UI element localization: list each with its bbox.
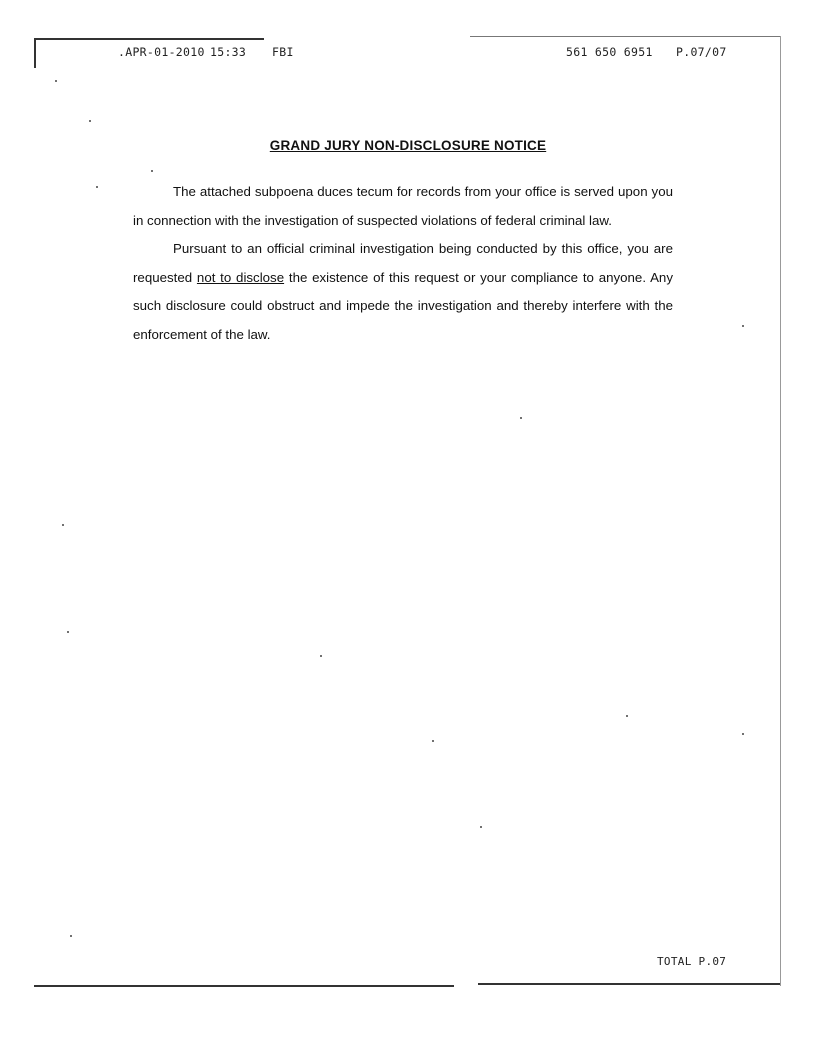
paragraph-1: The attached subpoena duces tecum for records from your office is served upon you in connection with the investigation of suspected violations of federal criminal law.: [133, 184, 673, 228]
fax-edge-top-left: [34, 38, 264, 40]
scan-speck: [62, 524, 64, 526]
fax-page-number: P.07/07: [676, 45, 727, 59]
fax-phone: 561 650 6951: [566, 45, 653, 59]
fax-header: [0, 45, 816, 65]
scan-speck: [67, 631, 69, 633]
scan-speck: [742, 733, 744, 735]
scan-speck: [320, 655, 322, 657]
paragraph-2: [133, 235, 673, 349]
scan-speck: [480, 826, 482, 828]
not-to-disclose-phrase: not to disclose: [196, 269, 285, 285]
scan-speck: [55, 80, 57, 82]
fax-sender: FBI: [272, 45, 294, 59]
fax-edge-top-right: [470, 36, 780, 37]
scan-speck: [89, 120, 91, 122]
fax-edge-bottom-left: [34, 985, 454, 987]
fax-edge-bottom-right: [478, 983, 780, 985]
paragraph-2-start: Pursuant to an official criminal investigation being conducted by this office, you are requested: [133, 241, 673, 285]
scan-speck: [70, 935, 72, 937]
fax-time: 15:33: [210, 45, 247, 59]
scan-speck: [151, 170, 153, 172]
scan-speck: [432, 740, 434, 742]
fax-date: .APR-01-2010: [118, 45, 205, 59]
total-pages: TOTAL P.07: [657, 955, 727, 968]
scan-speck: [96, 186, 98, 188]
paragraph-2-end: the existence of this request or your compliance to anyone. Any such disclosure could obstruct and impede the investigation and thereby interfere with the enforcement of the law.: [133, 269, 673, 342]
scan-speck: [520, 417, 522, 419]
document-title: GRAND JURY NON-DISCLOSURE NOTICE: [269, 138, 547, 153]
notice-body: [133, 178, 673, 349]
scan-speck: [742, 325, 744, 327]
scan-speck: [626, 715, 628, 717]
fax-edge-right: [780, 36, 781, 986]
